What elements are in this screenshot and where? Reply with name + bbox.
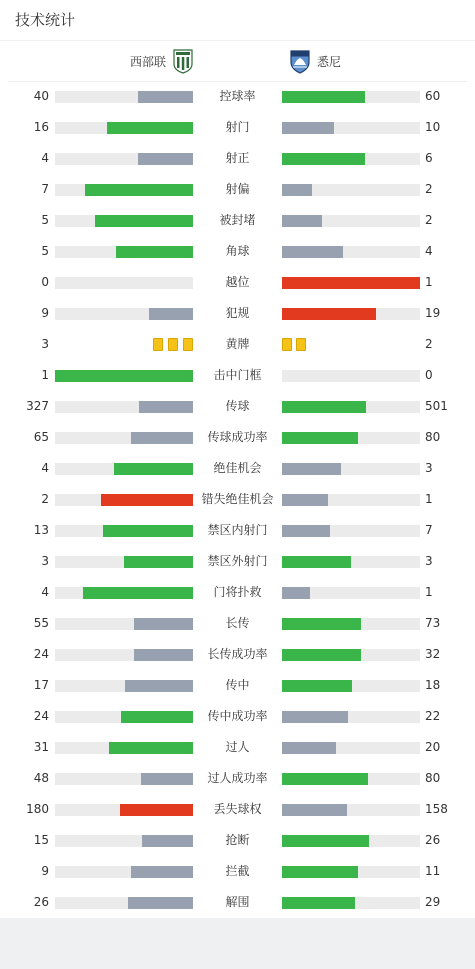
stat-label: 角球 — [225, 244, 250, 258]
home-bar-track — [55, 215, 193, 227]
away-bar-track — [282, 618, 420, 630]
stat-label: 传中 — [225, 678, 250, 692]
away-bar-track — [282, 525, 420, 537]
yellow-card-icon — [183, 338, 193, 351]
away-bar-track — [282, 742, 420, 754]
stat-row — [0, 174, 475, 205]
stats-list — [0, 81, 475, 918]
home-bar-track — [55, 122, 193, 134]
stat-label: 击中门框 — [213, 368, 262, 382]
home-bar-fill — [131, 432, 193, 444]
away-value: 2 — [425, 182, 433, 196]
home-value: 4 — [41, 461, 49, 475]
stat-row — [0, 453, 475, 484]
away-bar-track — [282, 773, 420, 785]
home-bar-track — [55, 711, 193, 723]
home-bar-track — [55, 556, 193, 568]
stat-label: 长传成功率 — [207, 647, 268, 661]
away-bar-fill — [282, 866, 358, 878]
yellow-card-icon — [296, 338, 306, 351]
away-bar-fill — [282, 835, 369, 847]
stat-label: 错失绝佳机会 — [201, 492, 274, 506]
home-bar-fill — [125, 680, 193, 692]
home-value: 55 — [33, 616, 49, 630]
home-value: 3 — [41, 337, 49, 351]
away-value: 2 — [425, 213, 433, 227]
home-bar-track — [55, 401, 193, 413]
home-yellow-cards — [148, 338, 193, 352]
home-bar-fill — [138, 91, 193, 103]
home-value: 180 — [26, 802, 49, 816]
home-bar-track — [55, 618, 193, 630]
home-value: 40 — [33, 89, 49, 103]
away-bar-fill — [282, 897, 355, 909]
stat-row — [0, 112, 475, 143]
home-bar-fill — [83, 587, 193, 599]
home-bar-track — [55, 246, 193, 258]
away-value: 1 — [425, 585, 433, 599]
stat-label: 黄牌 — [225, 337, 250, 351]
stat-row — [0, 701, 475, 732]
away-bar-fill — [282, 556, 351, 568]
home-value: 17 — [33, 678, 49, 692]
away-value: 26 — [425, 833, 441, 847]
stat-label: 犯规 — [225, 306, 250, 320]
western-united-crest-icon — [173, 48, 193, 74]
away-value: 22 — [425, 709, 441, 723]
stat-label: 禁区外射门 — [207, 554, 268, 568]
home-bar-fill — [131, 866, 193, 878]
away-bar-track — [282, 91, 420, 103]
stat-row — [0, 856, 475, 887]
away-bar-fill — [282, 525, 330, 537]
home-bar-track — [55, 804, 193, 816]
away-bar-track — [282, 463, 420, 475]
home-value: 65 — [33, 430, 49, 444]
away-bar-track — [282, 556, 420, 568]
away-value: 32 — [425, 647, 441, 661]
home-bar-track — [55, 835, 193, 847]
home-bar-fill — [134, 618, 193, 630]
stat-row — [0, 298, 475, 329]
stat-label: 长传 — [225, 616, 250, 630]
away-bar-track — [282, 804, 420, 816]
away-bar-track — [282, 835, 420, 847]
stat-label: 门将扑救 — [213, 585, 262, 599]
stat-row — [0, 732, 475, 763]
home-bar-fill — [95, 215, 193, 227]
home-value: 24 — [33, 647, 49, 661]
home-bar-track — [55, 494, 193, 506]
away-bar-fill — [282, 432, 358, 444]
stat-label: 过人 — [225, 740, 250, 754]
stat-label: 传中成功率 — [207, 709, 268, 723]
away-value: 19 — [425, 306, 441, 320]
away-value: 501 — [425, 399, 448, 413]
stat-row — [0, 360, 475, 391]
stat-label: 射门 — [225, 120, 250, 134]
home-bar-fill — [138, 153, 193, 165]
home-bar-fill — [149, 308, 193, 320]
away-value: 80 — [425, 430, 441, 444]
away-bar-fill — [282, 401, 366, 413]
section-title: 技术统计 — [15, 11, 76, 29]
away-bar-track — [282, 215, 420, 227]
away-bar-track — [282, 649, 420, 661]
away-bar-track — [282, 246, 420, 258]
away-bar-track — [282, 897, 420, 909]
home-bar-fill — [55, 370, 193, 382]
stat-label: 传球成功率 — [207, 430, 268, 444]
away-bar-track — [282, 370, 420, 382]
home-value: 3 — [41, 554, 49, 568]
away-value: 1 — [425, 492, 433, 506]
home-bar-track — [55, 742, 193, 754]
stat-row — [0, 546, 475, 577]
away-bar-fill — [282, 122, 334, 134]
yellow-card-icon — [282, 338, 292, 351]
stat-row — [0, 143, 475, 174]
away-bar-track — [282, 711, 420, 723]
home-value: 31 — [33, 740, 49, 754]
away-value: 1 — [425, 275, 433, 289]
stat-label: 绝佳机会 — [213, 461, 262, 475]
away-bar-track — [282, 494, 420, 506]
away-bar-fill — [282, 308, 376, 320]
home-bar-track — [55, 680, 193, 692]
away-value: 158 — [425, 802, 448, 816]
home-value: 26 — [33, 895, 49, 909]
stat-label: 射偏 — [225, 182, 250, 196]
away-bar-track — [282, 184, 420, 196]
stat-label: 被封堵 — [219, 213, 256, 227]
away-bar-track — [282, 680, 420, 692]
stat-row — [0, 639, 475, 670]
home-bar-fill — [124, 556, 193, 568]
away-bar-fill — [282, 587, 310, 599]
away-bar-fill — [282, 153, 365, 165]
stat-label: 拦截 — [225, 864, 250, 878]
home-value: 24 — [33, 709, 49, 723]
away-bar-track — [282, 153, 420, 165]
home-value: 0 — [41, 275, 49, 289]
stat-label: 越位 — [225, 275, 250, 289]
yellow-card-icon — [168, 338, 178, 351]
home-value: 16 — [33, 120, 49, 134]
home-bar-track — [55, 525, 193, 537]
teams-header — [10, 42, 465, 80]
home-value: 15 — [33, 833, 49, 847]
away-bar-fill — [282, 742, 336, 754]
away-value: 10 — [425, 120, 441, 134]
home-value: 9 — [41, 306, 49, 320]
stat-row — [0, 205, 475, 236]
home-bar-track — [55, 773, 193, 785]
away-bar-fill — [282, 804, 347, 816]
home-bar-fill — [116, 246, 193, 258]
away-bar-fill — [282, 91, 365, 103]
away-bar-track — [282, 401, 420, 413]
stat-row — [0, 81, 475, 112]
stat-row — [0, 267, 475, 298]
home-bar-fill — [85, 184, 193, 196]
stat-row — [0, 329, 475, 360]
home-value: 48 — [33, 771, 49, 785]
home-bar-fill — [141, 773, 193, 785]
home-bar-track — [55, 897, 193, 909]
stat-label: 射正 — [225, 151, 250, 165]
away-bar-fill — [282, 246, 343, 258]
away-bar-fill — [282, 773, 368, 785]
away-bar-track — [282, 308, 420, 320]
stat-row — [0, 825, 475, 856]
stat-label: 传球 — [225, 399, 250, 413]
stat-row — [0, 887, 475, 918]
home-bar-track — [55, 153, 193, 165]
home-bar-fill — [120, 804, 193, 816]
away-value: 0 — [425, 368, 433, 382]
away-bar-fill — [282, 494, 328, 506]
away-bar-track — [282, 122, 420, 134]
home-bar-track — [55, 277, 193, 289]
stat-row — [0, 236, 475, 267]
away-bar-track — [282, 432, 420, 444]
home-bar-fill — [121, 711, 193, 723]
home-bar-fill — [103, 525, 193, 537]
away-value: 29 — [425, 895, 441, 909]
away-bar-fill — [282, 649, 361, 661]
home-team-name: 西部联 — [129, 54, 166, 69]
home-value: 2 — [41, 492, 49, 506]
away-bar-fill — [282, 277, 420, 289]
home-value: 7 — [41, 182, 49, 196]
home-value: 4 — [41, 585, 49, 599]
home-value: 1 — [41, 368, 49, 382]
away-value: 3 — [425, 554, 433, 568]
away-bar-fill — [282, 463, 341, 475]
stat-row — [0, 608, 475, 639]
home-bar-fill — [107, 122, 193, 134]
away-value: 20 — [425, 740, 441, 754]
home-bar-track — [55, 587, 193, 599]
sydney-fc-crest-icon — [290, 48, 310, 74]
away-bar-fill — [282, 711, 348, 723]
home-bar-track — [55, 649, 193, 661]
away-bar-fill — [282, 184, 312, 196]
home-bar-fill — [139, 401, 193, 413]
home-value: 9 — [41, 864, 49, 878]
away-value: 3 — [425, 461, 433, 475]
away-team[interactable] — [290, 42, 341, 80]
stat-row — [0, 794, 475, 825]
home-value: 4 — [41, 151, 49, 165]
home-bar-track — [55, 308, 193, 320]
stat-row — [0, 422, 475, 453]
home-value: 5 — [41, 244, 49, 258]
stat-row — [0, 391, 475, 422]
away-value: 18 — [425, 678, 441, 692]
away-value: 4 — [425, 244, 433, 258]
home-bar-fill — [101, 494, 193, 506]
home-bar-track — [55, 432, 193, 444]
away-bar-fill — [282, 215, 322, 227]
home-bar-fill — [128, 897, 193, 909]
away-value: 80 — [425, 771, 441, 785]
stat-row — [0, 763, 475, 794]
home-value: 327 — [26, 399, 49, 413]
away-value: 11 — [425, 864, 441, 878]
home-value: 13 — [33, 523, 49, 537]
stat-label: 解围 — [225, 895, 250, 909]
home-value: 5 — [41, 213, 49, 227]
home-bar-fill — [134, 649, 193, 661]
home-bar-track — [55, 463, 193, 475]
stat-row — [0, 670, 475, 701]
home-bar-track — [55, 866, 193, 878]
away-team-name: 悉尼 — [317, 54, 342, 69]
stat-label: 控球率 — [219, 89, 256, 103]
stat-label: 禁区内射门 — [207, 523, 268, 537]
away-value: 60 — [425, 89, 441, 103]
away-bar-track — [282, 277, 420, 289]
stat-label: 过人成功率 — [207, 771, 268, 785]
yellow-card-icon — [153, 338, 163, 351]
stat-row — [0, 484, 475, 515]
stat-row — [0, 577, 475, 608]
away-bar-fill — [282, 618, 361, 630]
stat-row — [0, 515, 475, 546]
home-bar-track — [55, 370, 193, 382]
away-bar-track — [282, 587, 420, 599]
home-team[interactable] — [130, 42, 193, 80]
home-bar-fill — [109, 742, 193, 754]
home-bar-fill — [114, 463, 193, 475]
away-value: 73 — [425, 616, 441, 630]
home-bar-track — [55, 184, 193, 196]
away-bar-fill — [282, 680, 352, 692]
away-value: 6 — [425, 151, 433, 165]
away-yellow-cards — [282, 338, 310, 352]
away-value: 7 — [425, 523, 433, 537]
away-bar-track — [282, 866, 420, 878]
stat-label: 丢失球权 — [213, 802, 262, 816]
divider — [0, 40, 475, 41]
home-bar-fill — [142, 835, 193, 847]
home-bar-track — [55, 91, 193, 103]
stat-label: 抢断 — [225, 833, 250, 847]
away-value: 2 — [425, 337, 433, 351]
